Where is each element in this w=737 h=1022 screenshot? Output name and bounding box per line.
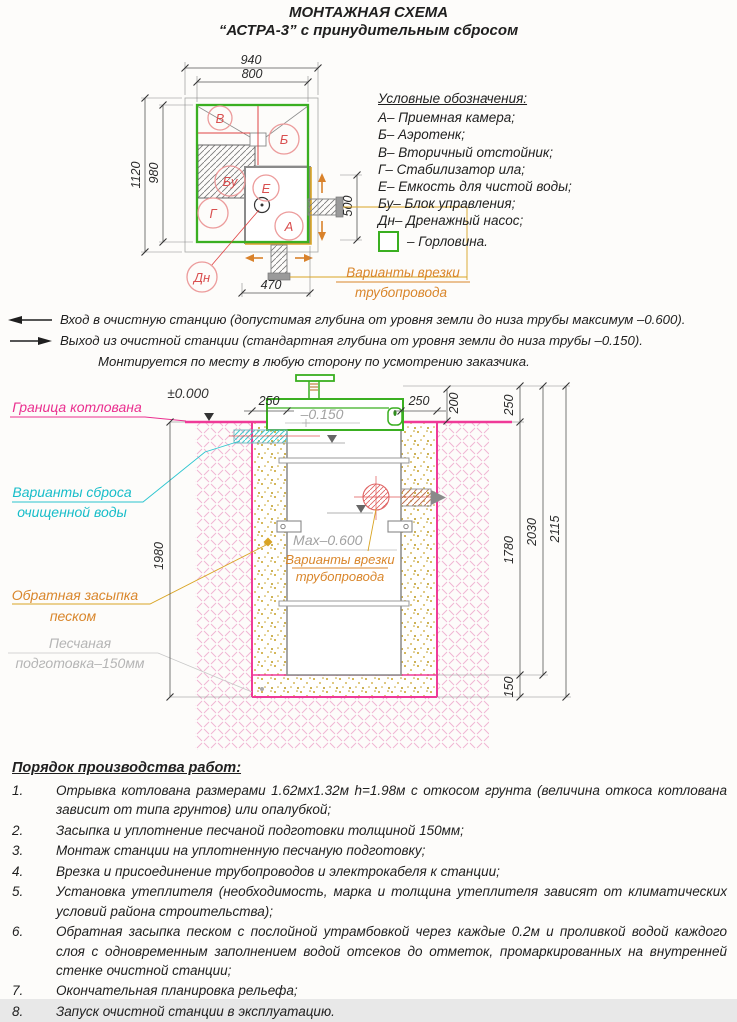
legend-item-g: Г– Стабилизатор ила;	[378, 161, 526, 177]
chamber-label-g: Г	[209, 206, 217, 221]
svg-text:подготовка–150мм: подготовка–150мм	[15, 655, 145, 671]
anchor-bracket-right	[388, 521, 412, 532]
dim-150: 150	[502, 676, 516, 698]
io-note-out-text: Выход из очистной станции (стандартная глубина от уровня земли до низа трубы –0.150).	[60, 333, 643, 348]
sand-marker	[260, 687, 264, 691]
level-zero-text: ±0.000	[167, 386, 209, 401]
legend	[378, 90, 572, 254]
legend-item-e: Е– Емкость для чистой воды;	[378, 179, 572, 195]
io-note-in	[8, 309, 685, 330]
label-boundary	[10, 399, 186, 421]
gorlovina-label: – Горловина.	[407, 234, 488, 250]
svg-text:песком: песком	[49, 608, 97, 624]
dim-980: 980	[147, 162, 161, 184]
dim-2030: 2030	[525, 518, 539, 546]
dim-1780: 1780	[502, 536, 516, 564]
plan-pipe-stub-right	[308, 197, 343, 217]
work-item-2: 2. Засыпка и уплотнение песчаной подготовки толщиной 150мм;	[12, 822, 464, 838]
legend-item-gorlovina	[378, 230, 572, 254]
chamber-label-v: В	[215, 111, 225, 126]
outlet-arrow-icon	[8, 335, 52, 347]
chamber-label-bu: Бу	[222, 174, 238, 189]
level-max-600-text: Мах–0.600	[293, 532, 363, 548]
dim-chain-250: 250	[502, 394, 516, 416]
level-minus-150-text: –0.150	[300, 406, 344, 422]
svg-text:очищенной воды: очищенной воды	[17, 504, 127, 520]
work-item-7: 7. Окончательная планировка рельефа;	[12, 983, 298, 999]
plan-pipe-stub-bottom	[268, 245, 290, 280]
level-zero-marker	[204, 413, 214, 421]
chamber-label-a: А	[284, 219, 294, 234]
work-item-1: 1. Отрывка котлована размерами 1.62мх1.32м h=1.98м с откосом грунта (величина откоса котлована зависит от типа грунтов) или опалубкой;	[12, 783, 727, 818]
work-item-3: 3. Монтаж станции на уплотненную песчаную подготовку;	[12, 843, 426, 859]
section-view	[8, 375, 571, 750]
section-pipe-note-2: трубопровода	[295, 569, 385, 584]
work-order	[12, 760, 727, 1022]
anchor-bracket-left	[277, 521, 301, 532]
dim-250-right: 250	[408, 394, 430, 408]
work-item-5: 5. Установка утеплителя (необходимость, марка и толщина утеплителя зависят от климатических условий района строительства);	[12, 884, 727, 919]
work-item-6: 6. Обратная засыпка песком с послойной утрамбовкой через каждые 0.2м и проливкой водой каждого слоя с одновременным заполнением водой отсеков до отметок, промаркированных на внутренней стенке очистной станции;	[12, 924, 727, 978]
chamber-label-e: Е	[261, 181, 271, 196]
legend-item-v: В– Вторичный отстойник;	[378, 144, 554, 160]
io-note-out2	[98, 351, 685, 372]
inlet-arrow-icon	[8, 314, 52, 326]
gorlovina-symbol-icon	[378, 231, 399, 252]
tank-joint-lower	[279, 601, 409, 606]
tank-joint-upper	[279, 458, 409, 463]
title-line-2: “АСТРА-3” с принудительным сбросом	[218, 22, 519, 39]
dim-2115: 2115	[548, 515, 562, 543]
dim-470: 470	[260, 278, 282, 292]
dim-1120: 1120	[129, 161, 143, 189]
vent-pipe	[296, 375, 334, 399]
work-item-4: 4. Врезка и присоединение трубопроводов и электрокабеля к станции;	[12, 863, 500, 879]
title-line-1: МОНТАЖНАЯ СХЕМА	[288, 4, 449, 21]
svg-text:Песчаная: Песчаная	[48, 635, 112, 651]
outlet-pipe	[234, 430, 287, 443]
legend-item-bu: Бу– Блок управления;	[378, 196, 516, 212]
dim-250-left: 250	[258, 394, 280, 408]
io-note-out	[8, 330, 685, 351]
io-notes	[8, 309, 685, 372]
svg-text:Варианты сброса: Варианты сброса	[12, 484, 132, 500]
svg-text:Обратная засыпка: Обратная засыпка	[11, 587, 139, 603]
svg-text:Граница котлована: Граница котлована	[12, 399, 142, 415]
plan-pipe-note-2: трубопровода	[355, 285, 447, 300]
dim-200: 200	[447, 392, 461, 414]
dim-500: 500	[341, 195, 355, 217]
dim-940: 940	[240, 53, 262, 67]
chamber-label-b: Б	[279, 132, 289, 147]
dim-1980: 1980	[152, 542, 166, 570]
legend-item-a: А– Приемная камера;	[378, 110, 515, 126]
section-pipe-note-1: Варианты врезки	[285, 552, 395, 567]
legend-item-dn: Дн– Дренажный насос;	[378, 213, 524, 229]
plan-pipe-note-1: Варианты врезки	[346, 265, 460, 280]
work-item-8: 8. Запуск очистной станции в эксплуатацию.	[12, 1003, 335, 1019]
legend-item-b: Б– Аэротенк;	[378, 127, 466, 143]
work-order-heading: Порядок производства работ:	[12, 760, 242, 776]
io-note-in-text: Вход в очистную станцию (допустимая глубина от уровня земли до низа трубы максимум –0.600).	[60, 312, 686, 327]
io-note-out2-text: Монтируется по месту в любую сторону по усмотрению заказчика.	[98, 354, 530, 369]
chamber-label-dn: Дн	[193, 270, 211, 285]
legend-title: Условные обозначения:	[378, 91, 528, 106]
dim-800: 800	[241, 67, 263, 81]
